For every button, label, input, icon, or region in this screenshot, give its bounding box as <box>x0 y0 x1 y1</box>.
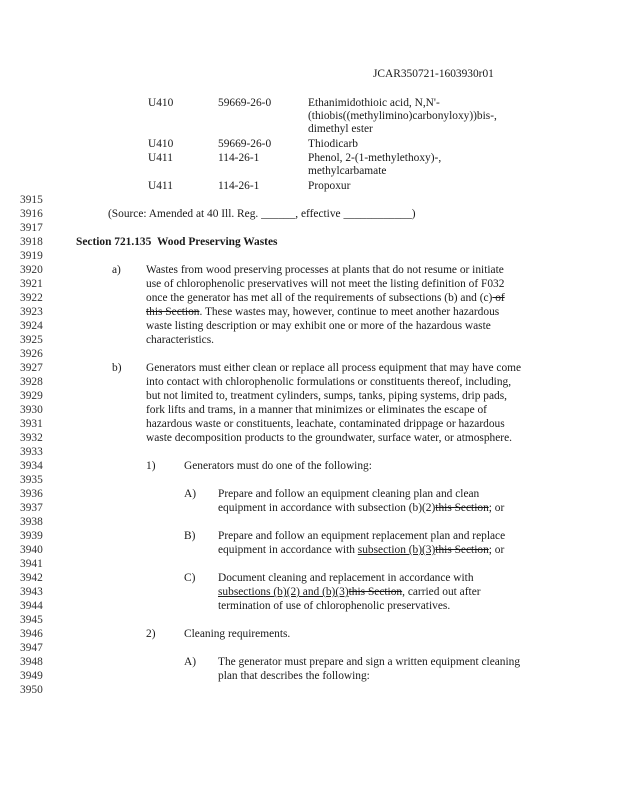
line-number: 3921 <box>20 278 43 290</box>
table-cell-code: U410 <box>148 138 174 150</box>
line-number: 3945 <box>20 614 43 626</box>
line-number: 3916 <box>20 208 43 220</box>
line-number: 3928 <box>20 376 43 388</box>
table-cell-cas: 114-26-1 <box>218 152 260 164</box>
table-cell-name: Phenol, 2-(1-methylethoxy)-, <box>308 152 442 164</box>
deleted-text: this Section <box>348 586 403 598</box>
para-a-line <box>146 292 505 305</box>
line-number: 3922 <box>20 292 43 304</box>
section-number: Section 721.135 <box>76 236 152 248</box>
line-number: 3940 <box>20 544 43 556</box>
item-2a-label: A) <box>184 656 197 668</box>
para-a-line: Wastes from wood preserving processes at plants that do not resume or initiate <box>146 264 504 276</box>
deleted-text: this Section <box>435 544 489 556</box>
item-1b-text: equipment in accordance with <box>218 544 358 556</box>
document-id: JCAR350721-1603930r01 <box>373 68 494 80</box>
para-b-line: but not limited to, treatment cylinders, sumps, tanks, piping systems, drip pads, <box>146 390 507 402</box>
para-a-line <box>146 306 499 319</box>
para-b-line: Generators must either clean or replace all process equipment that may have come <box>146 362 522 374</box>
line-number: 3915 <box>20 194 43 206</box>
line-number: 3934 <box>20 460 43 472</box>
line-number: 3946 <box>20 628 43 640</box>
para-b-line: hazardous waste or constituents, leachate, contaminated drippage or hazardous <box>146 418 505 430</box>
line-number: 3926 <box>20 348 43 360</box>
table-cell-name: dimethyl ester <box>308 123 373 135</box>
line-number: 3942 <box>20 572 43 584</box>
item-1a-label: A) <box>184 488 197 500</box>
item-1a-text: ; or <box>488 502 505 514</box>
line-number: 3920 <box>20 264 43 276</box>
para-a-line: use of chlorophenolic preservatives will not meet the listing definition of F032 <box>146 278 505 290</box>
item-2-label: 2) <box>146 628 156 640</box>
line-number: 3949 <box>20 670 43 682</box>
item-2a-line: plan that describes the following: <box>218 670 370 682</box>
deleted-text: this Section <box>435 502 489 514</box>
line-number: 3938 <box>20 516 43 528</box>
line-number: 3944 <box>20 600 43 612</box>
line-number: 3948 <box>20 656 43 668</box>
para-a-text: once the generator has met all of the requirements of subsections (b) and (c) <box>146 292 493 304</box>
line-number: 3933 <box>20 446 43 458</box>
item-2a-line: The generator must prepare and sign a written equipment cleaning <box>218 656 521 668</box>
table-cell-code: U410 <box>148 97 174 109</box>
item-1-text: Generators must do one of the following: <box>184 460 372 472</box>
para-b-label: b) <box>112 362 122 374</box>
line-number: 3935 <box>20 474 43 486</box>
table-cell-cas: 59669-26-0 <box>218 138 272 150</box>
line-number: 3918 <box>20 236 43 248</box>
para-a-line: waste listing description or may exhibit one or more of the hazardous waste <box>146 320 491 332</box>
deleted-text: of <box>492 292 505 304</box>
item-1b-text: ; or <box>488 544 505 556</box>
line-number: 3927 <box>20 362 43 374</box>
item-1a-text: equipment in accordance with subsection (b)(2) <box>218 502 436 514</box>
table-cell-name: (thiobis((methylimino)carbonyloxy))bis-, <box>308 110 497 122</box>
item-1c-line: termination of use of chlorophenolic preservatives. <box>218 600 451 612</box>
section-title: Wood Preserving Wastes <box>157 236 278 248</box>
item-2-text: Cleaning requirements. <box>184 628 291 640</box>
table-cell-name: Thiodicarb <box>308 138 358 150</box>
item-1a-line <box>218 502 504 515</box>
table-cell-name: Propoxur <box>308 180 351 192</box>
table-cell-code: U411 <box>148 152 173 164</box>
item-1a-line: Prepare and follow an equipment cleaning plan and clean <box>218 488 480 500</box>
deleted-text: this Section <box>146 306 200 318</box>
table-cell-name: Ethanimidothioic acid, N,N'- <box>308 97 440 109</box>
inserted-text: subsection (b)(3) <box>357 544 436 556</box>
inserted-text: subsections (b)(2) and (b)(3) <box>218 586 349 598</box>
para-a-text: . These wastes may, however, continue to meet another hazardous <box>199 306 500 318</box>
item-1b-line <box>218 544 504 557</box>
item-1c-line: Document cleaning and replacement in accordance with <box>218 572 474 584</box>
item-1c-text: , carried out after <box>402 586 481 598</box>
line-number: 3929 <box>20 390 43 402</box>
item-1b-line: Prepare and follow an equipment replacement plan and replace <box>218 530 506 542</box>
line-number: 3925 <box>20 334 43 346</box>
line-number: 3939 <box>20 530 43 542</box>
para-b-line: into contact with chlorophenolic formulations or constituents thereof, including, <box>146 376 512 388</box>
line-number: 3930 <box>20 404 43 416</box>
item-1-label: 1) <box>146 460 156 472</box>
line-number: 3917 <box>20 222 43 234</box>
para-a-label: a) <box>112 264 121 276</box>
line-number: 3924 <box>20 320 43 332</box>
line-number: 3923 <box>20 306 43 318</box>
table-cell-name: methylcarbamate <box>308 165 387 177</box>
line-number: 3947 <box>20 642 43 654</box>
line-number: 3941 <box>20 558 43 570</box>
line-number: 3931 <box>20 418 43 430</box>
item-1c-label: C) <box>184 572 196 584</box>
line-number: 3932 <box>20 432 43 444</box>
para-a-line: characteristics. <box>146 334 214 346</box>
line-number: 3919 <box>20 250 43 262</box>
line-number: 3950 <box>20 684 43 696</box>
section-heading <box>76 236 277 249</box>
item-1b-label: B) <box>184 530 196 542</box>
line-number: 3936 <box>20 488 43 500</box>
line-number: 3943 <box>20 586 43 598</box>
line-number: 3937 <box>20 502 43 514</box>
table-cell-cas: 114-26-1 <box>218 180 260 192</box>
para-b-line: waste decomposition products to the groundwater, surface water, or atmosphere. <box>146 432 513 444</box>
table-cell-cas: 59669-26-0 <box>218 97 272 109</box>
para-b-line: fork lifts and trams, in a manner that minimizes or eliminates the escape of <box>146 404 487 416</box>
item-1c-line <box>218 586 481 599</box>
table-cell-code: U411 <box>148 180 173 192</box>
source-note: (Source: Amended at 40 Ill. Reg. ______, effective ____________) <box>108 208 416 220</box>
